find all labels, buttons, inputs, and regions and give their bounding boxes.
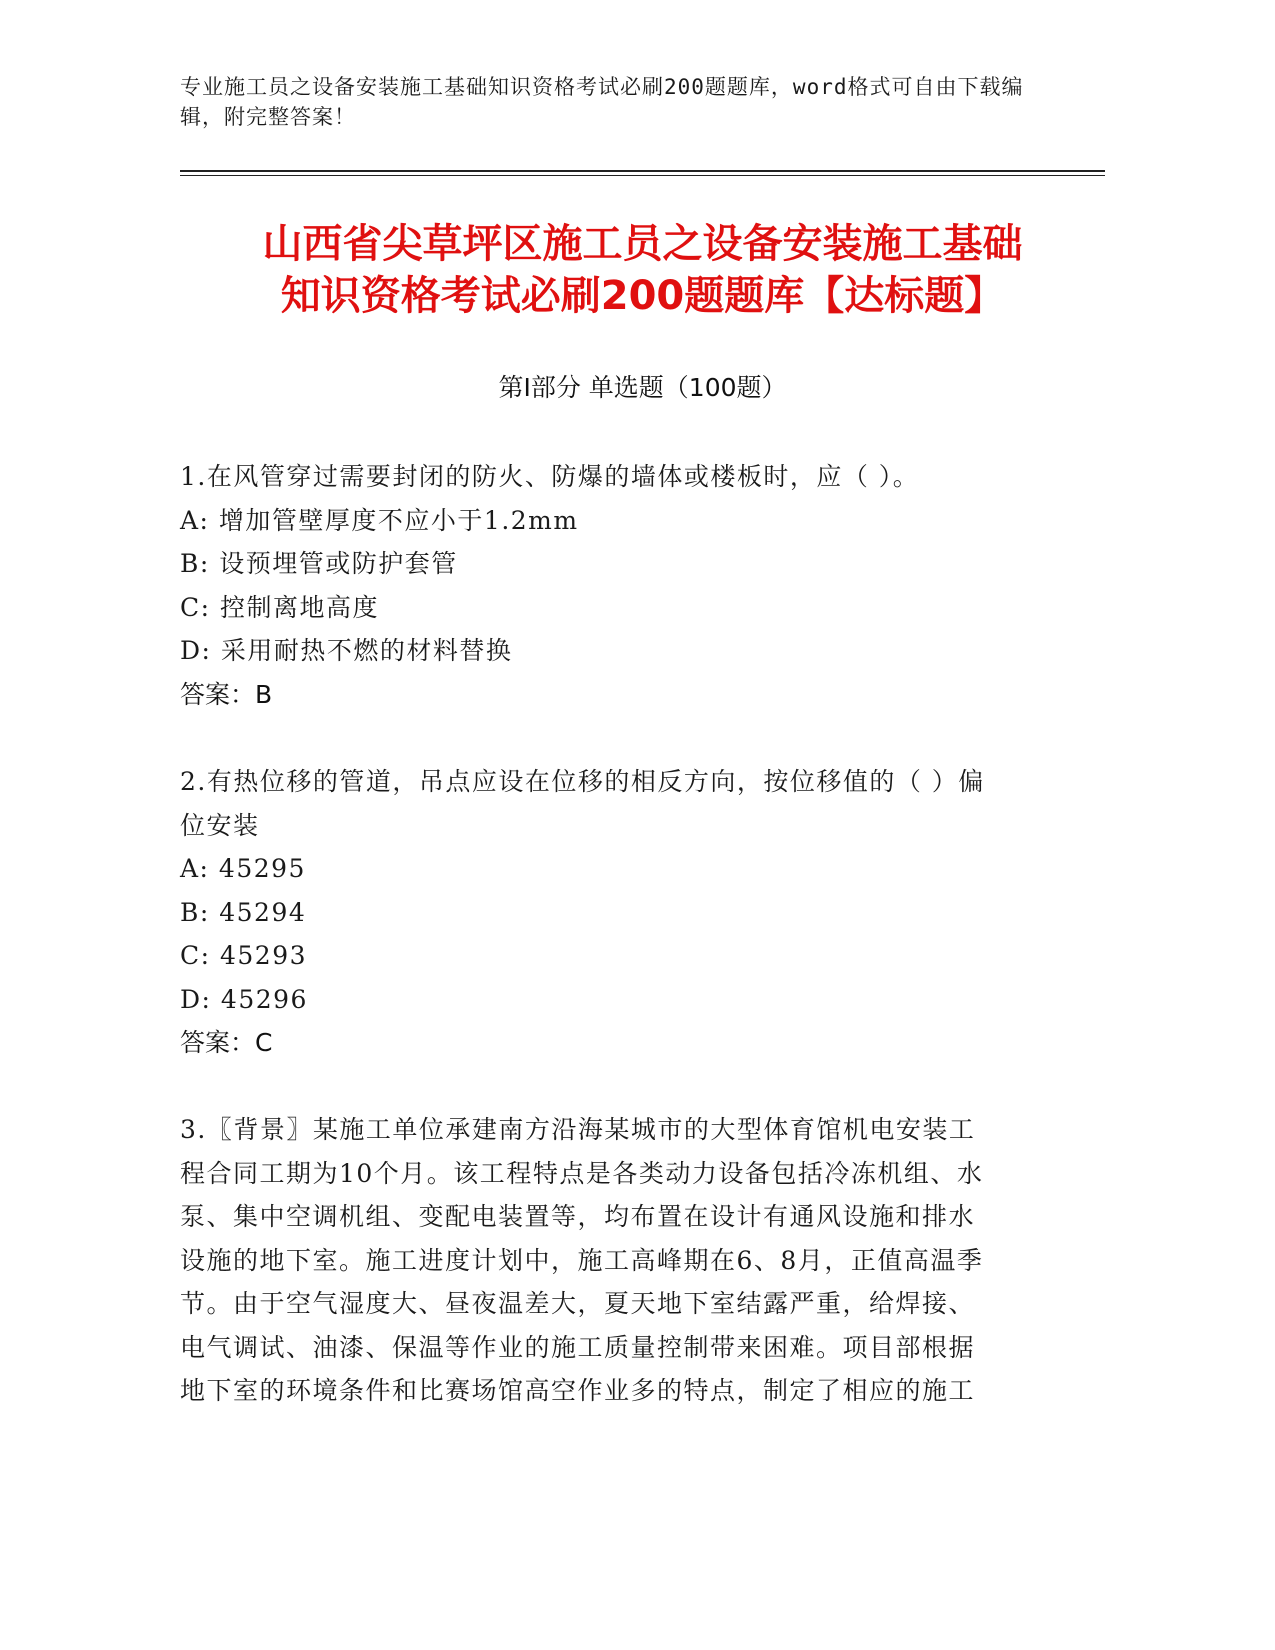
option-d: D: 采用耐热不燃的材料替换: [180, 636, 513, 665]
header-divider-thick: [180, 170, 1105, 172]
title-line-1: 山西省尖草坪区施工员之设备安装施工基础: [262, 221, 1023, 267]
question-stem-line-2: 位安装: [180, 810, 260, 840]
option-c: C: 45293: [180, 941, 308, 970]
question-stem-line-1: 2.有热位移的管道，吊点应设在位移的相反方向，按位移值的（ ）偏: [180, 767, 985, 796]
question-stem-line-7: 地下室的环境条件和比赛场馆高空作业多的特点，制定了相应的施工: [180, 1376, 976, 1405]
section-heading: 第I部分 单选题（100题）: [498, 373, 787, 402]
question-stem-line-3: 泵、集中空调机组、变配电装置等，均布置在设计有通风设施和排水: [180, 1202, 976, 1231]
header-divider-thin: [180, 175, 1105, 176]
document-title: [180, 218, 1105, 322]
question-stem-line-1: 3.〖背景〗某施工单位承建南方沿海某城市的大型体育馆机电安装工: [180, 1115, 976, 1144]
question-stem-line-5: 节。由于空气湿度大、昼夜温差大，夏天地下室结露严重，给焊接、: [180, 1289, 976, 1318]
question-stem: 1.在风管穿过需要封闭的防火、防爆的墙体或楼板时，应（ ）。: [180, 462, 920, 491]
question-stem-line-6: 电气调试、油漆、保温等作业的施工质量控制带来困难。项目部根据: [180, 1332, 976, 1362]
title-line-2: 知识资格考试必刷200题题库【达标题】: [280, 273, 1005, 319]
option-c: C: 控制离地高度: [180, 592, 379, 622]
option-d: D: 45296: [180, 984, 308, 1014]
option-b: B: 45294: [180, 897, 307, 927]
question-1: [180, 455, 1030, 716]
question-stem-line-4: 设施的地下室。施工进度计划中，施工高峰期在6、8月，正值高温季: [180, 1245, 984, 1275]
question-2: [180, 760, 1030, 1065]
question-3: [180, 1108, 1030, 1413]
answer: 答案：C: [180, 1028, 273, 1057]
option-a: A: 45295: [180, 854, 306, 883]
option-b: B: 设预埋管或防护套管: [180, 549, 458, 578]
header-note: 专业施工员之设备安装施工基础知识资格考试必刷200题题库，word格式可自由下载编辑，附完整答案！: [180, 75, 1024, 129]
answer: 答案：B: [180, 679, 273, 709]
question-stem-line-2: 程合同工期为10个月。该工程特点是各类动力设备包括冷冻机组、水: [180, 1158, 984, 1188]
option-a: A: 增加管壁厚度不应小于1.2mm: [180, 505, 579, 535]
